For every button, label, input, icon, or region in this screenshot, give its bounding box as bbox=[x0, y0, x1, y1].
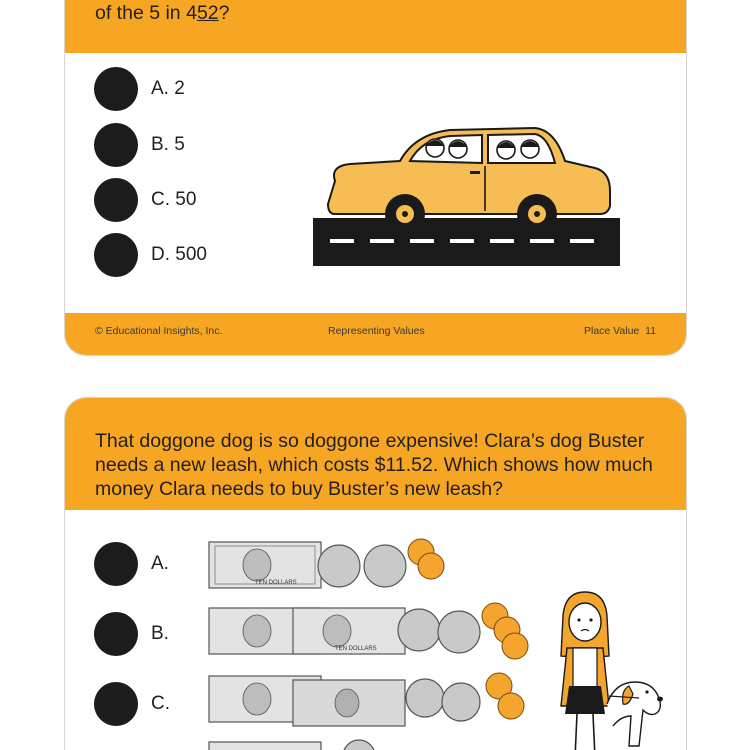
option-a[interactable]: A. bbox=[94, 542, 169, 586]
svg-text:TEN DOLLARS: TEN DOLLARS bbox=[335, 646, 377, 652]
money-option-b bbox=[207, 596, 537, 662]
car-illustration bbox=[310, 106, 630, 276]
answer-bubble[interactable] bbox=[94, 682, 138, 726]
answer-bubble[interactable] bbox=[94, 67, 138, 111]
option-d[interactable]: D. 500 bbox=[94, 233, 207, 277]
money-option-c bbox=[207, 666, 537, 730]
money-option-a bbox=[207, 530, 447, 590]
answer-bubble[interactable] bbox=[94, 612, 138, 656]
question-text: That doggone dog is so doggone expensive! Clara’s dog Buster needs a new leash, which costs $11.52. Which shows how much money Clara needs to buy Buster’s new leash? bbox=[95, 430, 653, 500]
option-c[interactable]: C. 50 bbox=[94, 178, 196, 222]
answer-bubble[interactable] bbox=[94, 542, 138, 586]
question-text: of the 5 in 452? bbox=[95, 2, 230, 24]
answer-bubble[interactable] bbox=[94, 123, 138, 167]
question-card-2 bbox=[64, 397, 687, 750]
money-option-d-partial bbox=[207, 736, 377, 750]
footer-section: Representing Values bbox=[328, 325, 425, 337]
question-card-1 bbox=[64, 0, 687, 356]
option-a[interactable]: A. 2 bbox=[94, 67, 185, 111]
girl-and-dog-illustration bbox=[543, 586, 668, 750]
answer-bubble[interactable] bbox=[94, 178, 138, 222]
option-b[interactable]: B. bbox=[94, 612, 169, 656]
footer-page-info: Place Value 11 bbox=[583, 325, 656, 337]
option-c[interactable]: C. bbox=[94, 682, 170, 726]
footer-copyright: © Educational Insights, Inc. bbox=[95, 325, 223, 337]
svg-text:TEN DOLLARS: TEN DOLLARS bbox=[255, 580, 297, 586]
option-b[interactable]: B. 5 bbox=[94, 123, 185, 167]
answer-bubble[interactable] bbox=[94, 233, 138, 277]
